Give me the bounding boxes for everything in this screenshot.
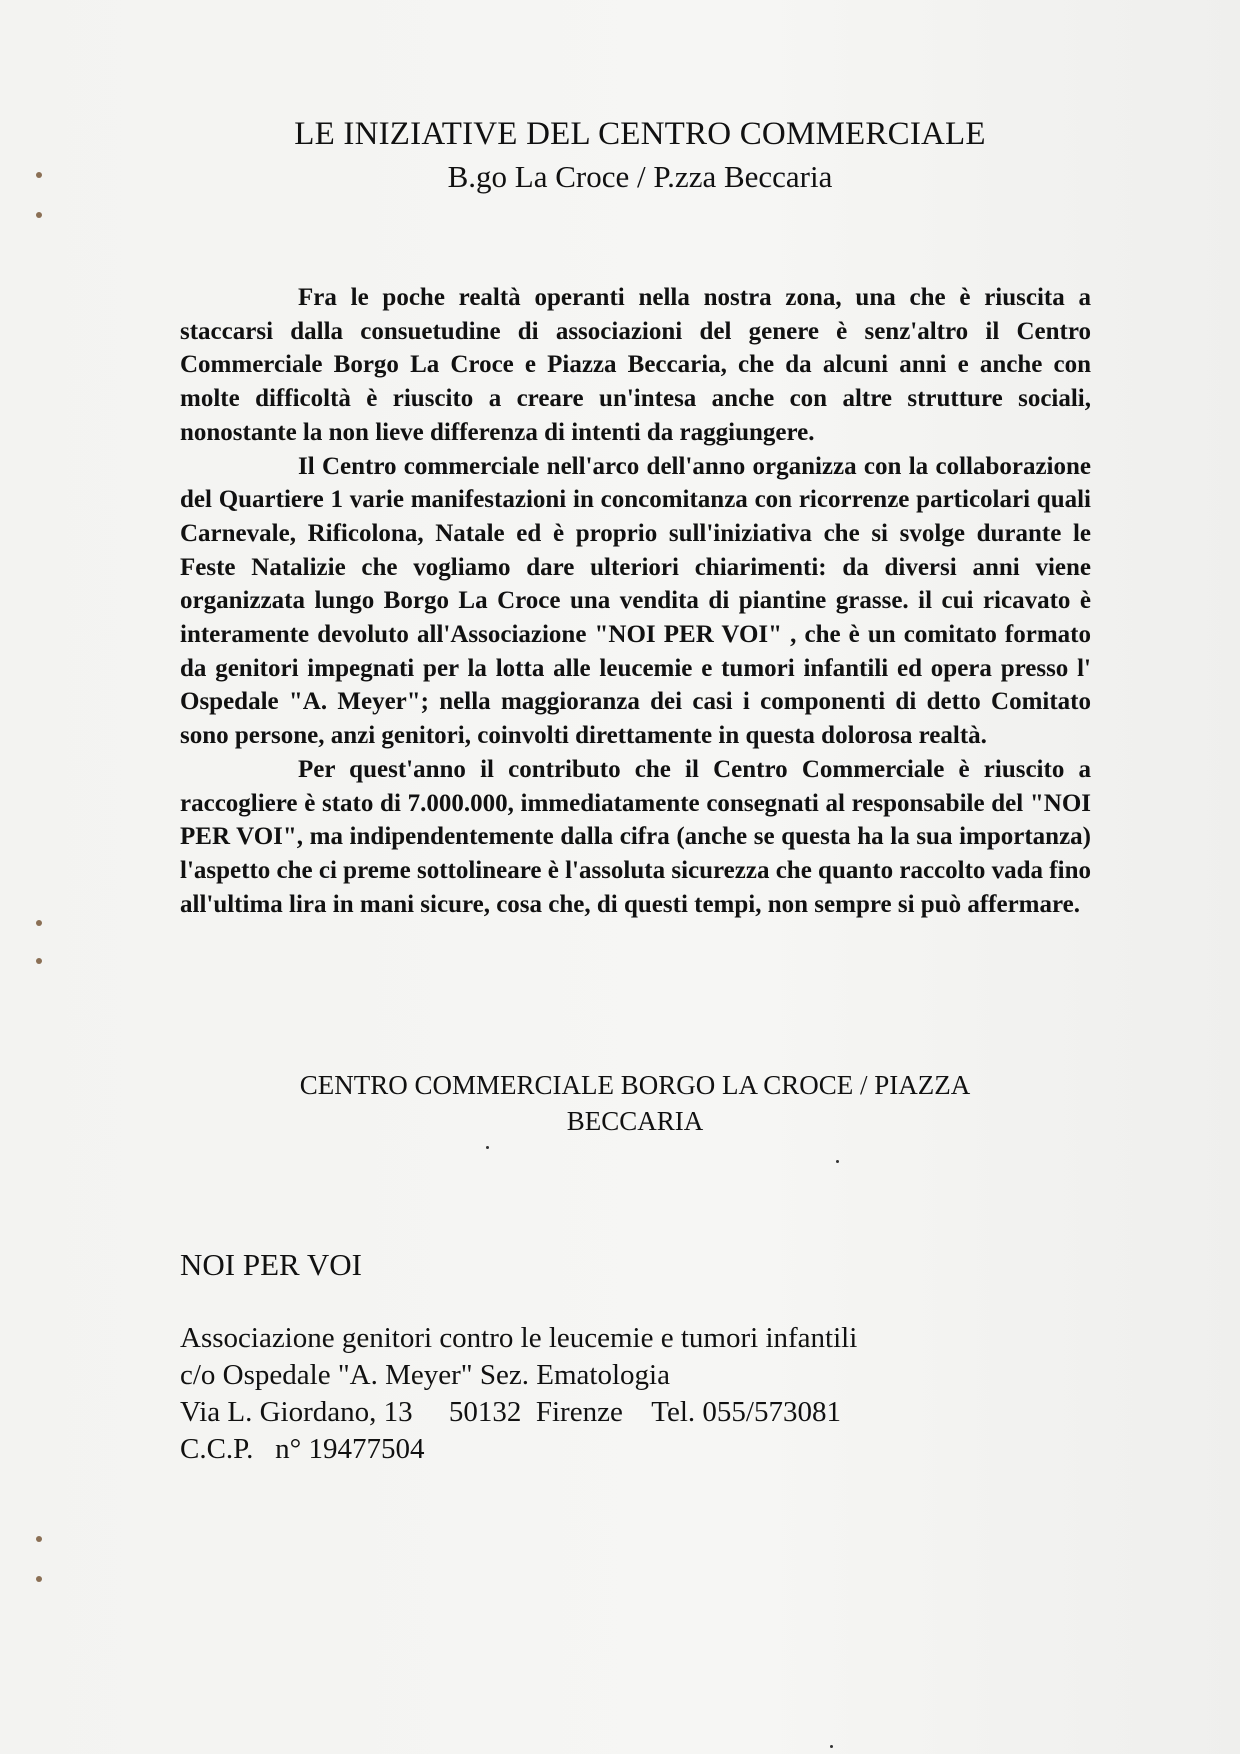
article-body [180, 281, 1091, 921]
association-name: NOI PER VOI [180, 1247, 362, 1282]
punch-hole-mark [36, 1576, 42, 1582]
paragraph: Fra le poche realtà operanti nella nostra zona, una che è riuscita a staccarsi dalla consuetudine di associazioni del genere è senz'altro il Centro Commerciale Borgo La Croce e Piazza Beccaria, che da alcuni anni e anche con molte difficoltà è riuscito a creare un'intesa anche con altre strutture sociali, nonostante la non lieve differenza di intenti da raggiungere. [180, 284, 1091, 446]
address-line: C.C.P. n° 19477504 [180, 1433, 425, 1465]
association-address-block [180, 1320, 857, 1468]
scan-speck [830, 1745, 833, 1748]
scan-speck [836, 1160, 839, 1163]
document-title: LE INIZIATIVE DEL CENTRO COMMERCIALE [294, 116, 986, 152]
address-line: c/o Ospedale "A. Meyer" Sez. Ematologia [180, 1359, 670, 1391]
scan-speck [486, 1146, 489, 1149]
address-line: Via L. Giordano, 13 50132 Firenze Tel. 055/573081 [180, 1396, 841, 1428]
punch-hole-mark [36, 172, 42, 178]
document-subtitle: B.go La Croce / P.zza Beccaria [447, 159, 833, 194]
paragraph: Per quest'anno il contributo che il Centro Commerciale è riuscito a raccogliere è stato di 7.000.000, immediatamente consegnati al responsabile del "NOI PER VOI", ma indipendentemente dalla cifra (anche se questa ha la sua importanza) l'aspetto che ci preme sottolineare è l'assoluta sicurezza che quanto raccolto vada fino all'ultima lira in mani sicure, cosa che, di questi tempi, non sempre si può affermare. [180, 755, 1091, 918]
address-line: Associazione genitori contro le leucemie e tumori infantili [180, 1322, 858, 1354]
signature-line: CENTRO COMMERCIALE BORGO LA CROCE / PIAZZA BECCARIA [299, 1070, 971, 1136]
punch-hole-mark [36, 920, 42, 926]
heading-block [180, 112, 1100, 198]
punch-hole-mark [36, 1536, 42, 1542]
paragraph: Il Centro commerciale nell'arco dell'anno organizza con la collaborazione del Quartiere 1 varie manifestazioni in concomitanza con ricorrenze particolari quali Carnevale, Rificolona, Natale ed è proprio sull'iniziativa che si svolge durante le Feste Natalizie che vogliamo dare ulteriori chiarimenti: da diversi anni viene organizzata lungo Borgo La Croce una vendita di piantine grasse. il cui ricavato è interamente devoluto all'Associazione "NOI PER VOI" , che è un comitato formato da genitori impegnati per la lotta alle leucemie e tumori infantili ed opera presso l' Ospedale "A. Meyer"; nella maggioranza dei casi i componenti di detto Comitato sono persone, anzi genitori, coinvolti direttamente in questa dolorosa realtà. [180, 452, 1091, 750]
punch-hole-mark [36, 958, 42, 964]
punch-hole-mark [36, 212, 42, 218]
